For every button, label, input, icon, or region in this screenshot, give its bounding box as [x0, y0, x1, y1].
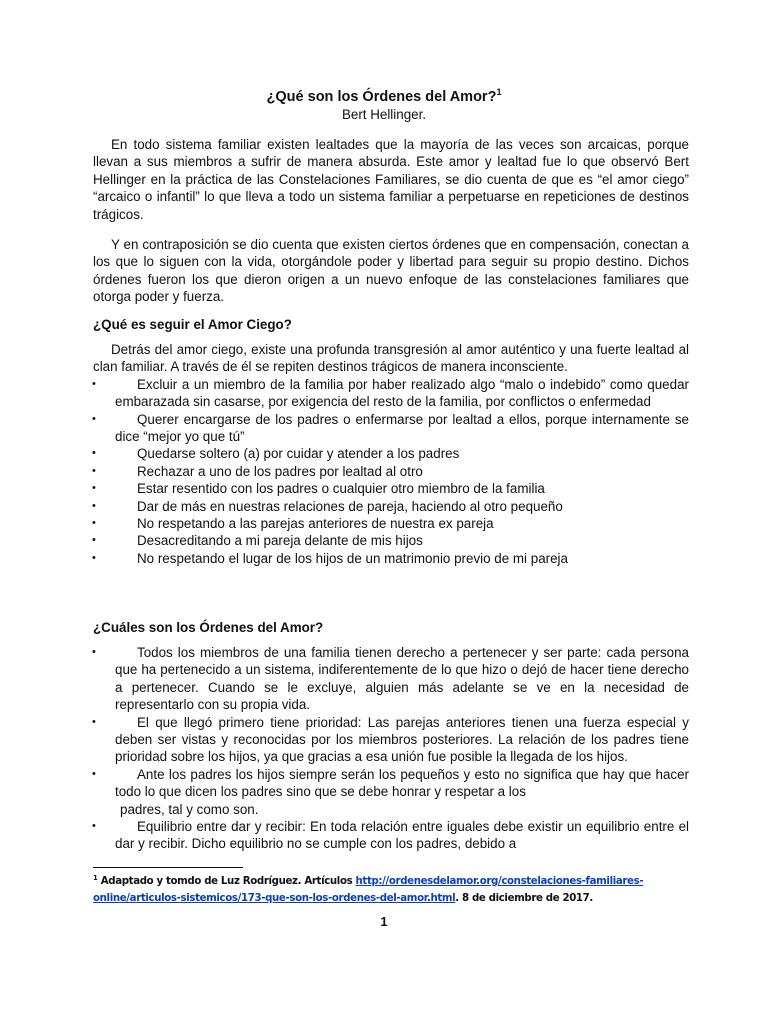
footnote-text: Adaptado y tomdo de Luz Rodríguez. Artículos [100, 876, 356, 887]
footnote-date: . 8 de diciembre de 2017. [455, 893, 593, 904]
list-item [93, 480, 689, 497]
footnote-separator [93, 867, 243, 868]
list-item [93, 532, 689, 549]
section-heading-ordenes: ¿Cuáles son los Órdenes del Amor? [93, 620, 324, 635]
list-item-text: Ante los padres los hijos siempre serán los pequeños y esto no significa que hay que hacer todo lo que dicen los padres sino que se debe honrar y respetar a los [115, 766, 689, 800]
section-heading-amor-ciego: ¿Qué es seguir el Amor Ciego? [93, 317, 292, 332]
list-item-continuation: padres, tal y como son. [120, 801, 259, 817]
footnote-mark: 1 [93, 874, 98, 882]
bullet-icon: • [92, 517, 96, 530]
list-item-text: Desacreditando a mi pareja delante de mis hijos [137, 533, 423, 549]
intro-paragraph: En todo sistema familiar existen lealtades que la mayoría de las veces son arcaicas, porque llevan a sus miembros a sufrir de manera absurda. Este amor y lealtad fue lo que observó Bert Hellinger en la práctica de las Constelaciones Familiares, se dio cuenta de que es “el amor ciego” “arcaico o infantil” lo que lleva a todo un sistema familiar a perpetuarse en repeticiones de destinos trágicos. [93, 137, 689, 222]
title-text: ¿Qué son los Órdenes del Amor? [266, 89, 497, 105]
bullet-icon: • [92, 646, 96, 658]
bullet-icon: • [92, 767, 96, 780]
title-footnote-mark: 1 [496, 87, 502, 97]
document-title [0, 88, 768, 106]
list-item-text: El que llegó primero tiene prioridad: Las parejas anteriores tienen una fuerza especial y deben ser vistas y reconocidas por los miembros posteriores. La relación de los padres tiene prioridad sobre los hijos, ya que gracias a esa unión fue posible la llegada de los hijos. [115, 714, 689, 765]
amor-ciego-list [93, 376, 689, 567]
list-item [93, 498, 689, 515]
list-item [93, 445, 689, 462]
document-author: Bert Hellinger. [341, 107, 427, 122]
amor-ciego-paragraph: Detrás del amor ciego, existe una profunda transgresión al amor auténtico y una fuerte lealtad al clan familiar. A través de él se repiten destinos trágicos de manera inconsciente. [93, 342, 689, 375]
list-item [93, 411, 689, 446]
bullet-icon: • [92, 464, 96, 477]
list-item-text: No respetando el lugar de los hijos de un matrimonio previo de mi pareja [137, 550, 568, 566]
ordenes-section [93, 644, 689, 853]
list-item [93, 463, 689, 480]
bullet-icon: • [92, 377, 96, 390]
bullet-icon: • [92, 499, 96, 512]
list-item [93, 766, 689, 818]
footnote-source-link[interactable]: http://ordenesdelamor.org/constelaciones-familiares-online/articulos-sistemicos/173-que-son-los-ordenes-del-amor.html [93, 876, 644, 904]
ordenes-list [93, 644, 689, 853]
amor-ciego-section [93, 341, 689, 567]
list-item [93, 714, 689, 766]
list-item-text: Excluir a un miembro de la familia por haber realizado algo “malo o indebido” como quedar embarazada sin casarse, por exigencia del resto de la familia, por conflictos o enfermedad [115, 376, 689, 410]
bullet-icon: • [92, 482, 96, 495]
list-item-text: Estar resentido con los padres o cualquier otro miembro de la familia [137, 481, 545, 497]
list-item-text: Quedarse soltero (a) por cuidar y atender a los padres [137, 446, 460, 462]
list-item-text: Todos los miembros de una familia tienen derecho a pertenecer y ser parte: cada persona que ha pertenecido a un sistema, indiferentemente de lo que hizo o dejó de hacer tiene derecho a pertenecer. Cuando se le excluye, alguien más adelante se ve en la necesidad de representarlo con su propia vida. [115, 645, 689, 713]
intro-section [93, 136, 689, 223]
list-item [93, 550, 689, 567]
bullet-icon: • [92, 447, 96, 460]
intro-section-2 [93, 236, 689, 306]
footnote [93, 873, 691, 907]
list-item-text: Dar de más en nuestras relaciones de pareja, haciendo al otro pequeño [137, 498, 563, 514]
list-item-text: Equilibrio entre dar y recibir: En toda relación entre iguales debe existir un equilibrio entre el dar y recibir. Dicho equilibrio no se cumple con los padres, debido a [115, 819, 689, 852]
list-item-text: Querer encargarse de los padres o enfermarse por lealtad a ellos, porque internamente se dice “mejor yo que tú” [115, 411, 689, 445]
intro-paragraph: Y en contraposición se dio cuenta que existen ciertos órdenes que en compensación, conectan a los que lo siguen con la vida, otorgándole poder y libertad para seguir su propio destino. Dichos órdenes fueron los que dieron origen a un nuevo enfoque de las constelaciones familiares que otorga poder y fuerza. [93, 237, 689, 305]
bullet-icon: • [92, 715, 96, 728]
list-item [93, 515, 689, 532]
list-item [93, 644, 689, 714]
list-item [93, 376, 689, 411]
list-item-text: No respetando a las parejas anteriores de nuestra ex pareja [137, 516, 494, 532]
bullet-icon: • [92, 551, 96, 564]
page-number: 1 [380, 914, 388, 929]
bullet-icon: • [92, 820, 96, 833]
bullet-icon: • [92, 412, 96, 425]
list-item-text: Rechazar a uno de los padres por lealtad al otro [137, 463, 423, 479]
list-item [93, 818, 689, 853]
bullet-icon: • [92, 534, 96, 547]
